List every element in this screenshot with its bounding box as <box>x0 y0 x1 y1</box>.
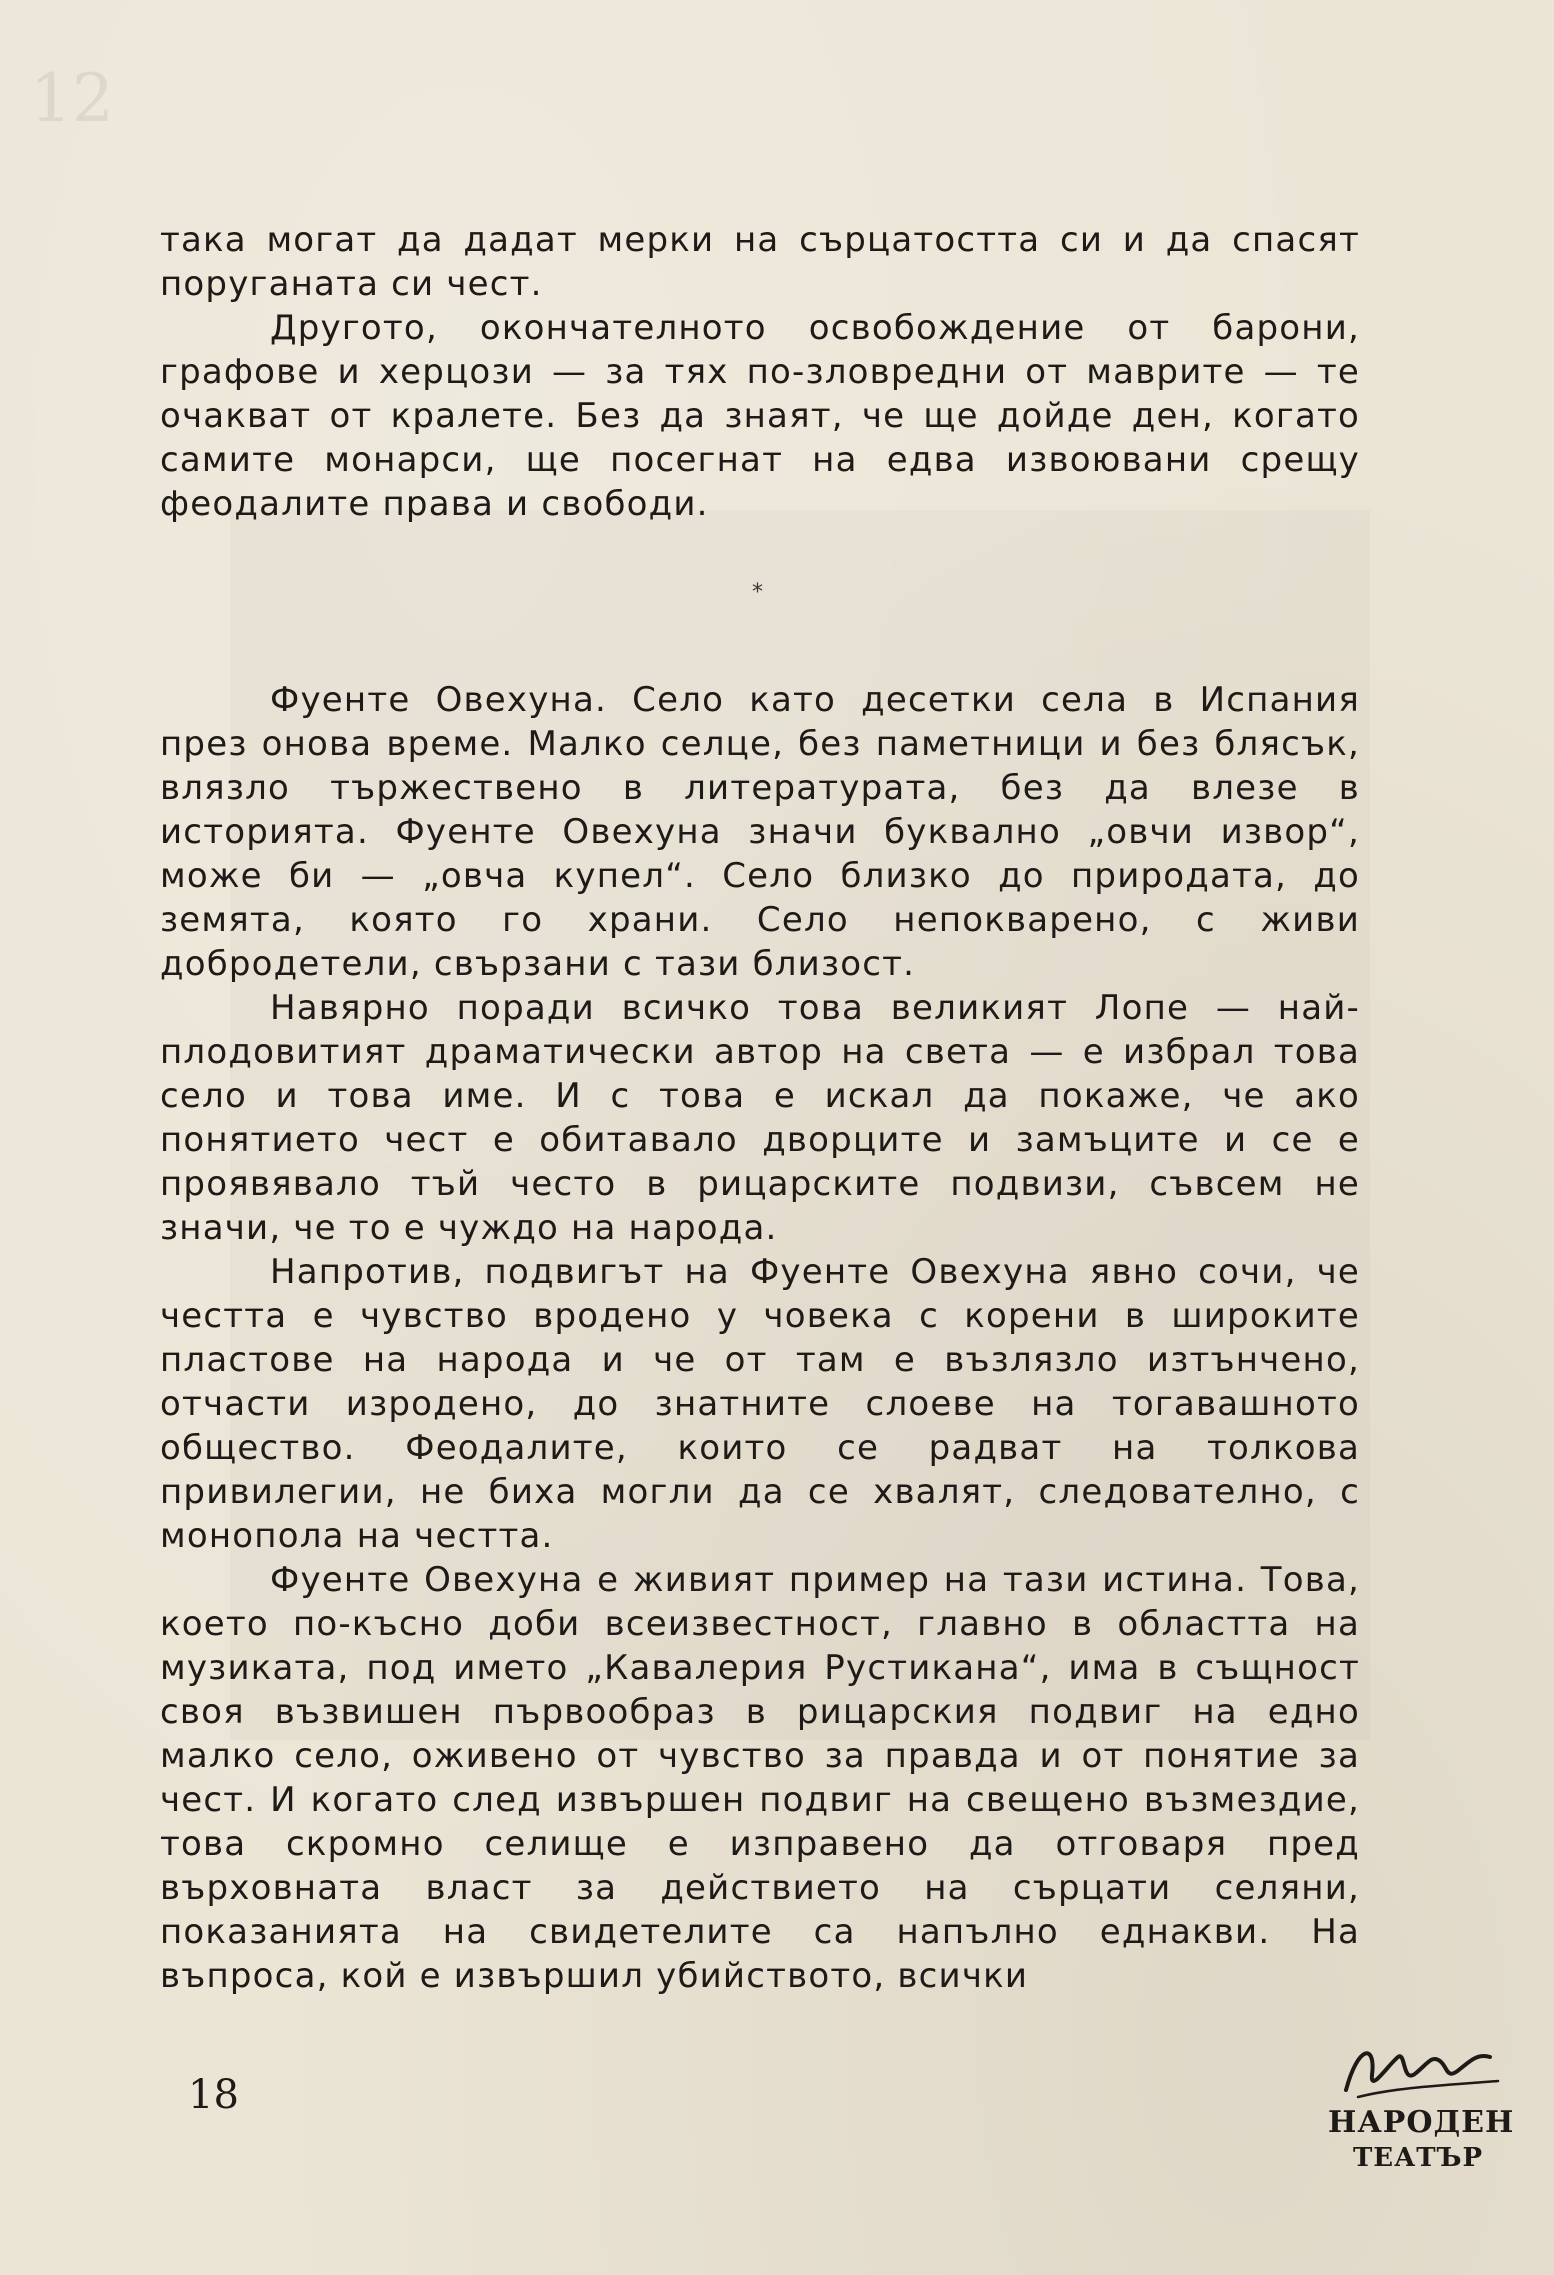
page-number: 18 <box>188 2072 239 2118</box>
paragraph: Навярно поради всичко това великият Лопе — най-плодовитият драматически автор на света — е избрал това село и това име. И с това е искал да покаже, че ако понятието чест е обитавало дворците и замъците и се е проявявало тъй често в рицарските подвизи, съвсем не значи, че то е чуждо на народа. <box>160 988 1360 1248</box>
paragraph: така могат да дадат мерки на сърцатостта си и да спасят поруганата си чест. <box>160 220 1360 304</box>
stamp-line-2: ТЕАТЪР <box>1352 2143 1484 2173</box>
show-through-mark: 12 <box>30 60 114 137</box>
paragraph: Фуенте Овехуна. Село като десетки села в Испания през онова време. Малко селце, без паметници и без блясък, влязло тържествено в литературата, без да влезе в историята. Фуенте Овехуна значи буквално „овчи извор“, може би — „овча купел“. Село близко до природата, до земята, която го храни. Село непокварено, с живи добродетели, свързани с тази близост. <box>160 680 1360 984</box>
ornament-asterisk: * <box>752 580 763 605</box>
paragraph: Фуенте Овехуна е живият пример на тази истина. Това, което по-късно доби всеизвестност, главно в областта на музиката, под името „Кавалерия Рустикана“, има в същност своя възвишен първообраз в рицарския подвиг на едно малко село, оживено от чувство за правда и от понятие за чест. И когато след извършен подвиг на свещено възмездие, това скромно селище е изправено да отговаря пред върховната власт за действието на сърцати селяни, показанията на свидетелите са напълно еднакви. На въпроса, кой е извършил убийството, всички <box>160 1560 1360 1996</box>
text-block-top <box>160 218 1360 526</box>
theatre-stamp-logo <box>1328 2035 1515 2185</box>
signature-icon <box>1328 2035 1508 2110</box>
stamp-line-1: НАРОДЕН <box>1328 2105 1515 2140</box>
paragraph: Напротив, подвигът на Фуенте Овехуна явно сочи, че честта е чувство вродено у човека с корени в широките пластове на народа и че от там е възлязло изтънчено, отчасти изродено, до знатните слоеве на тогавашното общество. Феодалите, които се радват на толкова привилегии, не биха могли да се хвалят, следователно, с монопола на честта. <box>160 1252 1360 1556</box>
paragraph: Другото, окончателното освобождение от барони, графове и херцози — за тях по-зловредни от маврите — те очакват от кралете. Без да знаят, че ще дойде ден, когато самите монарси, ще посегнат на едва извоювани срещу феодалите права и свободи. <box>160 308 1360 524</box>
text-block-bottom <box>160 678 1360 1998</box>
